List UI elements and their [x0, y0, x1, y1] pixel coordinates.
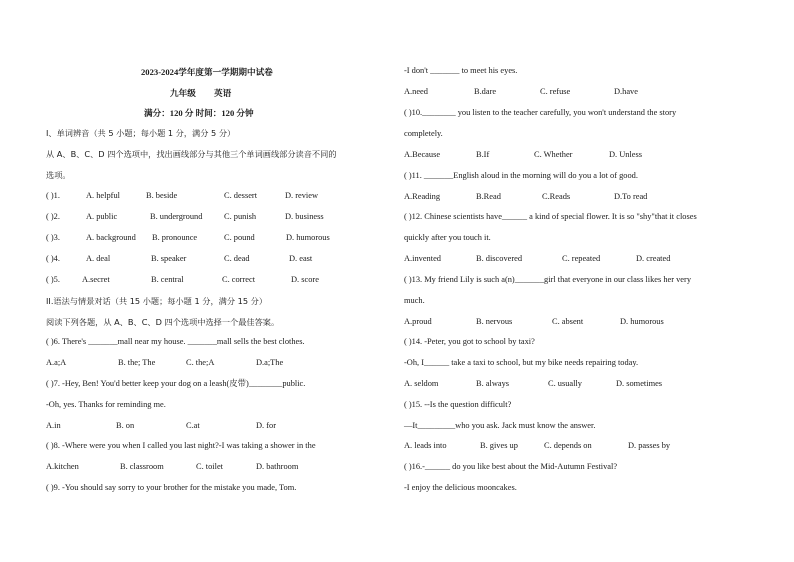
option-b: B. nervous	[476, 317, 513, 326]
option-b: B.dare	[474, 87, 497, 96]
option-c: C. toilet	[196, 462, 223, 471]
question-15-stem: ( )15. --Is the question difficult?	[404, 400, 512, 409]
option-a: A. background	[86, 233, 136, 242]
option-d: D.a;The	[256, 358, 284, 367]
option-d: D. humorous	[286, 233, 330, 242]
option-a: A. public	[86, 212, 118, 221]
option-a: A.Because	[404, 150, 441, 159]
question-10-cont: completely.	[404, 129, 443, 138]
option-c: C. absent	[552, 317, 584, 326]
option-d: D. sometimes	[616, 379, 663, 388]
question-15-reply: —It_________who you ask. Jack must know the answer.	[404, 421, 596, 430]
section2-heading: II.语法与情景对话（共 15 小题；每小题 1 分，满分 15 分）	[46, 296, 268, 306]
subject-label: 英语	[214, 88, 232, 98]
option-d: D.To read	[614, 192, 648, 201]
question-16-reply: -I enjoy the delicious mooncakes.	[404, 483, 517, 492]
question-7-stem: ( )7. -Hey, Ben! You'd better keep your dog on a leash(皮带)________public.	[46, 379, 306, 388]
exam-title: 2023-2024学年度第一学期期中试卷	[141, 67, 273, 77]
option-a: A.kitchen	[46, 462, 79, 471]
option-b: B.If	[476, 150, 490, 159]
option-b: B.Read	[476, 192, 501, 201]
option-b: B. discovered	[476, 254, 523, 263]
question-14-reply: -Oh, I______ take a taxi to school, but my bike needs repairing today.	[404, 358, 639, 367]
section2-instruction: 阅读下列各题，从 A、B、C、D 四个选项中选择一个最佳答案。	[46, 317, 280, 327]
question-13-cont: much.	[404, 296, 425, 305]
option-b: B. gives up	[480, 441, 518, 450]
option-d: D. created	[636, 254, 671, 263]
option-b: B. always	[476, 379, 510, 388]
option-b: B. underground	[150, 212, 203, 221]
question-number: ( )2.	[46, 212, 60, 221]
question-number: ( )3.	[46, 233, 60, 242]
option-b: B. pronounce	[152, 233, 198, 242]
question-9-stem: ( )9. -You should say sorry to your brother for the mistake you made, Tom.	[46, 483, 297, 492]
option-c: C. pound	[224, 233, 255, 242]
option-d: D. bathroom	[256, 462, 299, 471]
option-d: D. east	[289, 254, 313, 263]
score-time: 满分：120 分 时间：120 分钟	[144, 108, 254, 118]
option-d: D. passes by	[628, 441, 671, 450]
question-number: ( )5.	[46, 275, 60, 284]
option-c: C. dead	[224, 254, 250, 263]
question-12-stem: ( )12. Chinese scientists have______ a kind of special flower. It is so "shy"that it closes	[404, 212, 697, 221]
question-7-reply: -Oh, yes. Thanks for reminding me.	[46, 400, 166, 409]
question-6-stem: ( )6. There's _______mall near my house. _______mall sells the best clothes.	[46, 337, 305, 346]
option-a: A. leads into	[404, 441, 447, 450]
option-a: A.need	[404, 87, 428, 96]
option-d: D. Unless	[609, 150, 643, 159]
question-12-cont: quickly after you touch it.	[404, 233, 491, 242]
option-c: C. the;A	[186, 358, 215, 367]
option-c: C. Whether	[534, 150, 573, 159]
option-a: A. seldom	[404, 379, 439, 388]
option-c: C. repeated	[562, 254, 601, 263]
option-a: A.proud	[404, 317, 432, 326]
option-c: C. usually	[548, 379, 582, 388]
question-number: ( )4.	[46, 254, 60, 263]
question-9-reply: -I don't _______ to meet his eyes.	[404, 66, 518, 75]
option-d: D. score	[291, 275, 319, 284]
question-number: ( )1.	[46, 191, 60, 200]
option-d: D.have	[614, 87, 638, 96]
question-8-stem: ( )8. -Where were you when I called you last night?-I was taking a shower in the	[46, 441, 316, 450]
option-d: D. business	[285, 212, 324, 221]
option-c: C. punish	[224, 212, 257, 221]
option-a: A.secret	[82, 275, 110, 284]
option-b: B. beside	[146, 191, 178, 200]
option-d: D. humorous	[620, 317, 664, 326]
section1-instruction-cont: 选项。	[46, 170, 71, 180]
option-c: C. dessert	[224, 191, 258, 200]
question-14-stem: ( )14. -Peter, you got to school by taxi?	[404, 337, 535, 346]
option-b: B. on	[116, 421, 135, 430]
question-16-stem: ( )16.-______ do you like best about the Mid-Autumn Festival?	[404, 462, 618, 471]
question-10-stem: ( )10.________ you listen to the teacher carefully, you won't understand the story	[404, 108, 677, 117]
option-b: B. speaker	[151, 254, 187, 263]
section1-heading: I、单词辨音（共 5 小题；每小题 1 分，满分 5 分）	[46, 128, 236, 138]
option-a: A.invented	[404, 254, 441, 263]
option-b: B. central	[151, 275, 184, 284]
option-b: B. classroom	[120, 462, 164, 471]
option-d: D. for	[256, 421, 277, 430]
option-c: C.at	[186, 421, 200, 430]
option-c: C. depends on	[544, 441, 592, 450]
option-a: A. helpful	[86, 191, 120, 200]
option-c: C. refuse	[540, 87, 571, 96]
option-b: B. the; The	[118, 358, 156, 367]
section1-instruction: 从 A、B、C、D 四个选项中，找出画线部分与其他三个单词画线部分读音不同的	[46, 149, 337, 159]
grade-label: 九年级	[170, 88, 196, 98]
question-11-stem: ( )11. _______English aloud in the morning will do you a lot of good.	[404, 171, 638, 180]
option-c: C.Reads	[542, 192, 571, 201]
option-c: C. correct	[222, 275, 256, 284]
option-d: D. review	[285, 191, 319, 200]
option-a: A.Reading	[404, 192, 441, 201]
option-a: A. deal	[86, 254, 111, 263]
option-a: A.a;A	[46, 358, 67, 367]
question-13-stem: ( )13. My friend Lily is such a(n)_______girl that everyone in our class likes her very	[404, 275, 692, 284]
option-a: A.in	[46, 421, 61, 430]
